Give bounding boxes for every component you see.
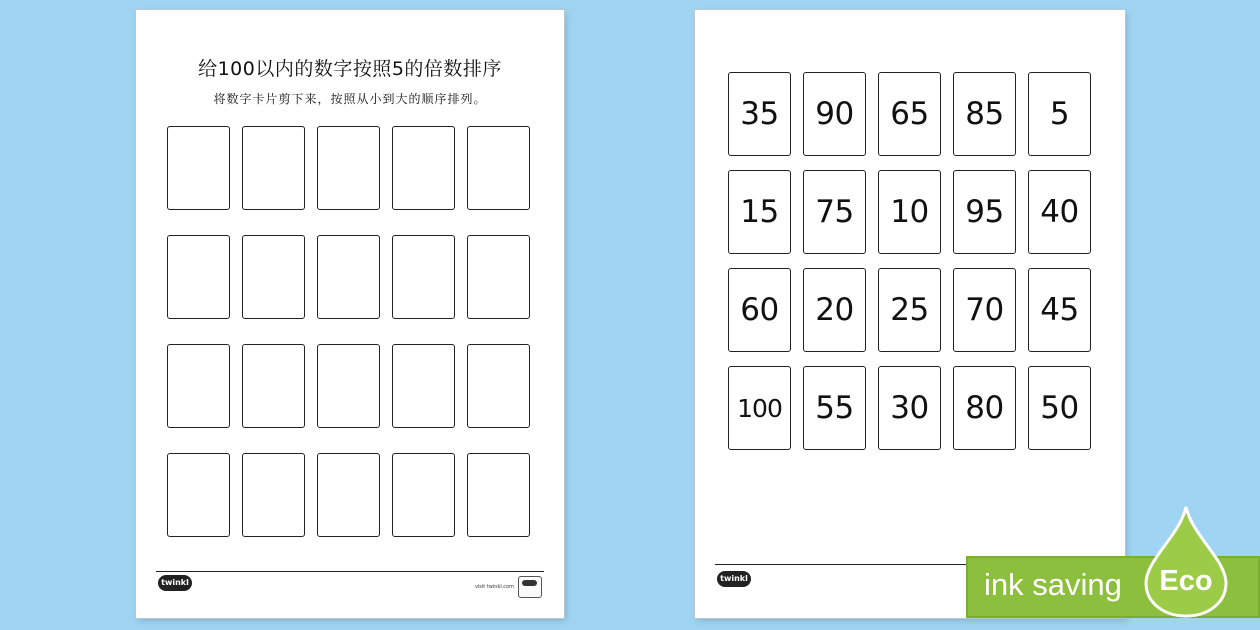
blank-card-slot [242,126,305,210]
eco-drop-icon [1140,505,1232,618]
blank-card-slot [167,344,230,428]
blank-card-slot [167,235,230,319]
blank-card-slot [317,126,380,210]
number-card: 100 [728,366,791,450]
visit-text: visit twinkl.com [474,584,514,590]
number-card: 45 [1028,268,1091,352]
twinkl-logo: twinkl [158,575,192,591]
worksheet-instructions: 将数字卡片剪下来，按照从小到大的顺序排列。 [213,92,487,106]
number-card-grid [728,72,1093,450]
blank-card-slot [317,344,380,428]
number-card: 90 [803,72,866,156]
blank-card-slot [242,235,305,319]
blank-card-slot [317,235,380,319]
ink-saving-label: ink saving [984,567,1122,602]
number-card: 80 [953,366,1016,450]
number-card: 70 [953,268,1016,352]
blank-card-slot [392,126,455,210]
number-card: 60 [728,268,791,352]
blank-card-slot [392,344,455,428]
number-card: 50 [1028,366,1091,450]
number-card: 65 [878,72,941,156]
blank-card-slot [167,453,230,537]
eco-badge-label: Eco [1159,565,1213,597]
number-card: 30 [878,366,941,450]
number-card: 95 [953,170,1016,254]
number-card: 5 [1028,72,1091,156]
blank-card-slot [317,453,380,537]
blank-card-slot [242,344,305,428]
blank-card-slot [242,453,305,537]
number-card: 25 [878,268,941,352]
blank-card-slot [467,453,530,537]
number-card: 15 [728,170,791,254]
worksheet-title: 给100以内的数字按照5的倍数排序 [198,58,502,80]
number-card: 20 [803,268,866,352]
blank-card-slot [467,126,530,210]
blank-card-slot [167,126,230,210]
worksheet-page [136,10,564,618]
blank-card-slot [392,235,455,319]
answer-grid [167,126,532,537]
blank-card-slot [467,344,530,428]
blank-card-slot [392,453,455,537]
number-card: 85 [953,72,1016,156]
number-card: 75 [803,170,866,254]
number-card: 35 [728,72,791,156]
number-card: 55 [803,366,866,450]
number-card: 10 [878,170,941,254]
number-card: 40 [1028,170,1091,254]
badge-icon [518,576,542,598]
blank-card-slot [467,235,530,319]
footer-divider [156,571,544,572]
cards-page [695,10,1125,618]
twinkl-logo: twinkl [717,571,751,587]
